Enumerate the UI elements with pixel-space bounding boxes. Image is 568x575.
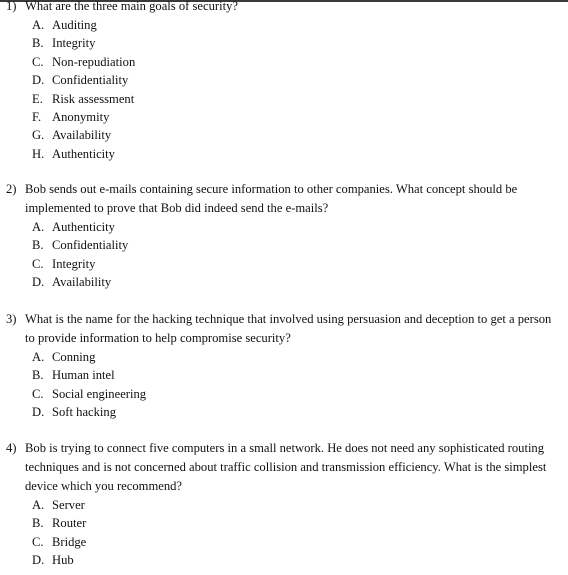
option-text: Confidentiality [52,238,129,253]
option-text: Human intel [52,368,115,383]
answer-option-e [0,90,568,108]
question-number: 2) [6,182,17,196]
answer-option-g [0,126,568,144]
option-letter: D. [32,405,45,420]
answer-option-c [0,385,568,403]
option-letter: B. [32,238,44,253]
option-text: Server [52,498,85,512]
answer-options [0,16,568,163]
answer-option-h [0,145,568,163]
option-text: Confidentiality [52,73,129,88]
option-text: Hub [52,553,74,568]
question-number: 1) [6,0,17,13]
option-letter: A. [32,350,45,364]
answer-option-f [0,108,568,126]
option-text: Auditing [52,18,97,32]
answer-option-b [0,366,568,384]
question-stem [0,439,568,496]
answer-option-d [0,551,568,569]
question-1 [0,0,568,163]
option-letter: H. [32,146,45,161]
answer-options [0,348,568,422]
option-letter: G. [32,128,45,143]
question-number: 4) [6,441,17,455]
option-letter: C. [32,256,44,271]
option-letter: E. [32,91,43,106]
option-text: Soft hacking [52,405,117,420]
option-letter: D. [32,73,45,88]
question-text: What are the three main goals of security? [25,0,238,13]
answer-option-a [0,218,568,236]
answer-options [0,496,568,570]
option-letter: C. [32,54,44,69]
option-letter: A. [32,220,45,234]
option-letter: C. [32,386,44,401]
answer-option-b [0,236,568,254]
option-text: Availability [52,275,112,290]
answer-option-c [0,53,568,71]
question-stem [0,310,568,348]
option-letter: F. [32,109,42,124]
answer-option-c [0,255,568,273]
question-stem [0,180,568,218]
question-stem [0,0,568,16]
option-text: Conning [52,350,96,364]
option-letter: A. [32,18,45,32]
question-text: What is the name for the hacking technique that involved using persuasion and deception to get a person to provide information to help compromise security? [25,312,552,345]
option-letter: B. [32,36,44,51]
option-text: Authenticity [52,146,115,161]
option-text: Non-repudiation [52,54,136,69]
option-text: Risk assessment [52,91,135,106]
answer-option-a [0,16,568,34]
answer-option-a [0,348,568,366]
answer-option-b [0,514,568,532]
question-text: Bob is trying to connect five computers in a small network. He does not need any sophisticated routing techniques and is not concerned about traffic collision and transmission efficiency. What is the simplest device which you recommend? [25,441,547,493]
answer-option-d [0,273,568,291]
option-letter: C. [32,534,44,549]
question-4 [0,439,568,570]
answer-option-c [0,533,568,551]
option-letter: D. [32,553,45,568]
option-text: Social engineering [52,386,147,401]
option-text: Router [52,516,87,531]
option-text: Availability [52,128,112,143]
option-letter: A. [32,498,45,512]
answer-option-d [0,71,568,89]
option-text: Integrity [52,256,96,271]
question-text: Bob sends out e-mails containing secure information to other companies. What concept should be implemented to prove that Bob did indeed send the e-mails? [25,182,518,215]
option-letter: B. [32,516,44,531]
question-number: 3) [6,312,17,326]
answer-option-b [0,34,568,52]
option-text: Integrity [52,36,96,51]
answer-options [0,218,568,292]
option-text: Authenticity [52,220,115,234]
question-2 [0,180,568,292]
answer-option-d [0,403,568,421]
option-text: Bridge [52,534,87,549]
question-3 [0,310,568,422]
answer-option-a [0,496,568,514]
option-text: Anonymity [52,109,110,124]
option-letter: B. [32,368,44,383]
option-letter: D. [32,275,45,290]
